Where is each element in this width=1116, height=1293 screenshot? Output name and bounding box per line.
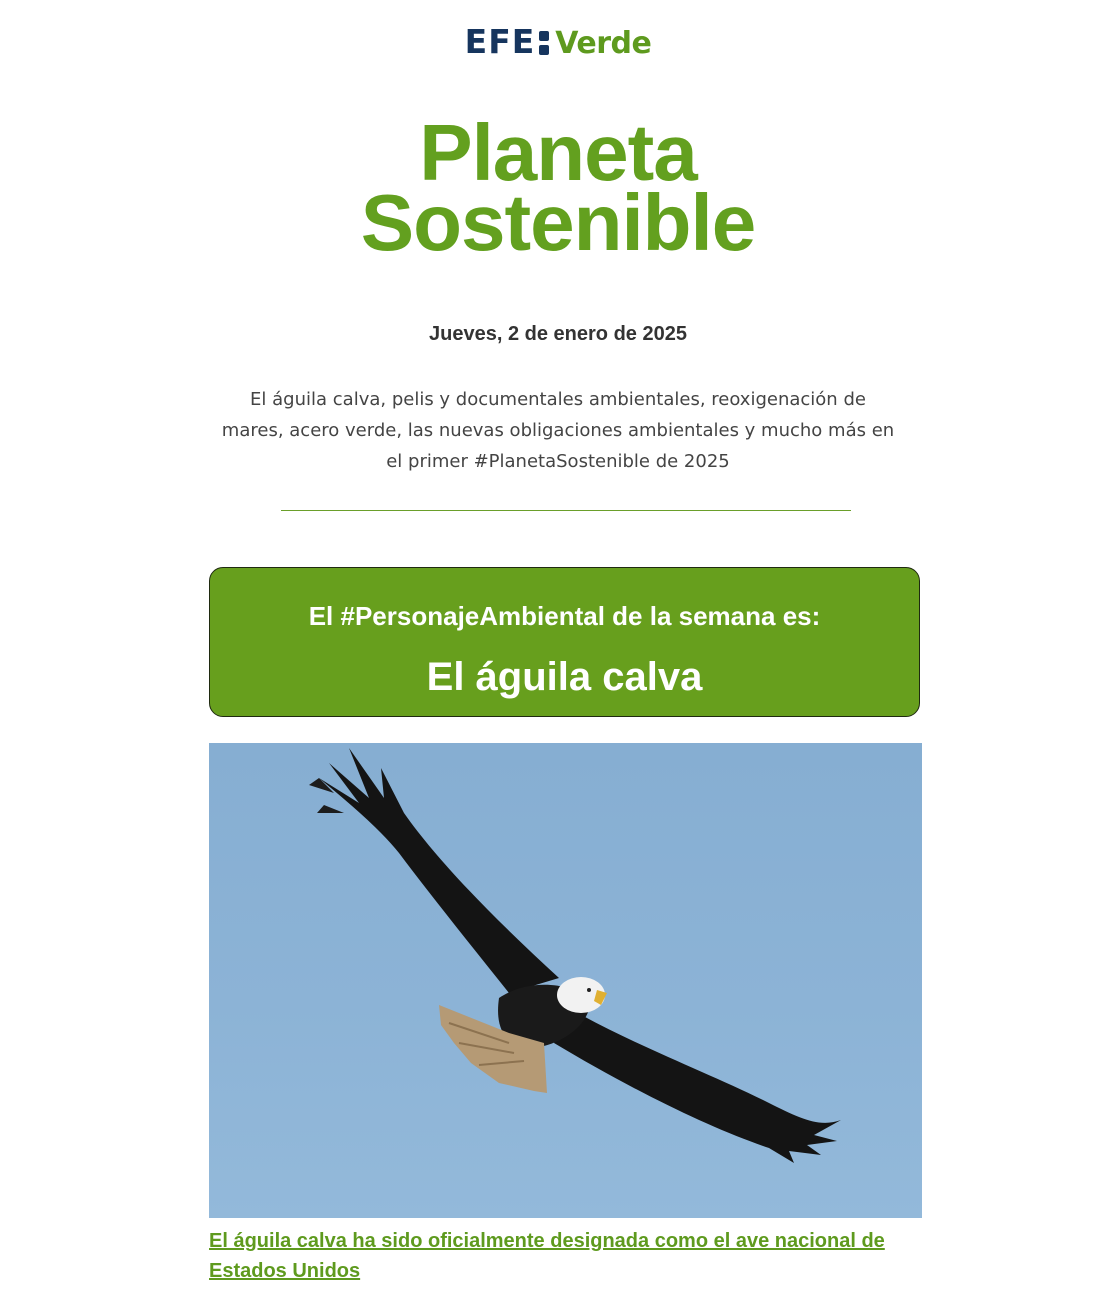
personaje-ambiental-banner — [209, 567, 920, 717]
title-line-2: Sostenible — [360, 178, 756, 267]
logo-colon-icon — [539, 29, 549, 55]
eagle-article-link[interactable]: El águila calva ha sido oficialmente designada como el ave nacional de Estados Unidos — [209, 1230, 885, 1282]
logo-efe-text: EFE — [464, 22, 536, 61]
intro-text: El águila calva, pelis y documentales ambientales, reoxigenación de mares, acero verde, las nuevas obligaciones ambientales y mucho más en el primer #PlanetaSostenible de 2025 — [221, 389, 895, 472]
logo-verde-text: Verde — [555, 26, 652, 61]
eagle-icon — [209, 743, 922, 1218]
title-line-1: Planeta — [419, 108, 697, 197]
issue-date: Jueves, 2 de enero de 2025 — [429, 323, 687, 345]
banner-lead: El #PersonajeAmbiental de la semana es: — [308, 601, 821, 631]
banner-name: El águila calva — [426, 655, 703, 699]
efe-verde-logo[interactable] — [0, 22, 1116, 64]
section-divider — [281, 510, 851, 511]
newsletter-title — [0, 108, 1116, 267]
bald-eagle-photo[interactable] — [209, 743, 922, 1218]
